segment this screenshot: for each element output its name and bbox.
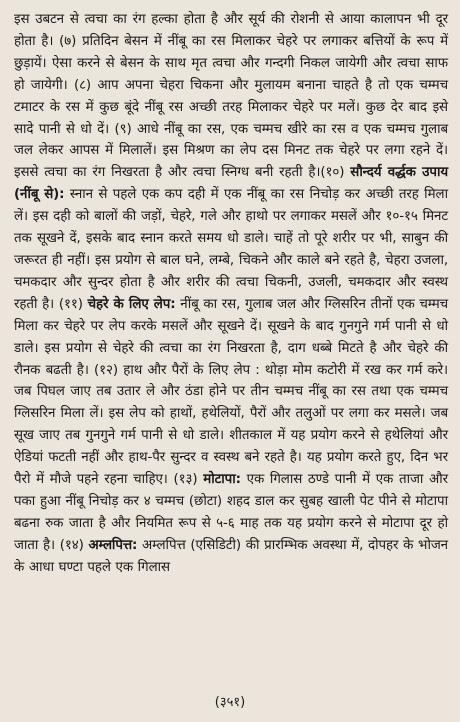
section-heading: मोटापा: — [203, 472, 241, 488]
section-heading: अम्लपित्त: — [88, 537, 138, 553]
section-heading: चेहरे के लिए लेप: — [87, 296, 176, 312]
text-run: स्नान से पहले एक कप दही में एक नींबू का रस निचोड़ कर अच्छी तरह मिला लें। इस दही को बालों की जड़ों, चेहरे, गले और हाथो पर लगाकर मसलें और १०-१५ मिनट तक सूखने दें, इसके बाद स्नान करते समय धो डाले। चाहें तो पूरे शरीर पर भी, साबुन की जरूरत ही नहीं। इस प्रयोग से बाल घने, लम्बे, चिकने और काले बने रहते है, चेहरा उजला, चमकदार और सुन्दर होता है और शरीर की त्वचा चिकनी, उजली, चमकदार और स्वस्थ रहती है। (११) — [14, 187, 448, 312]
text-run: एक गिलास ठण्डे पानी में एक ताजा और पका हुआ नींबू निचोड़ कर ४ चम्मच (छोटा) शहद डाल कर सुबह खाली पेट पीने से मोटापा बढना रुक जाता है और नियमित रूप से ५-६ माह तक यह प्रयोग करने से मोटापा दूर हो जाता है। (१४) — [14, 472, 448, 553]
text-run: नींबू का रस, गुलाब जल और ग्लिसरिन तीनों एक चम्मच मिला कर चेहरे पर लेप करके मसलें और सूखने दें। सूखने के बाद गुनगुने गर्म पानी से धो डाले। इस प्रयोग से चेहरे की त्वचा का रंग निखरता है, दाग धब्बे मिटते है और चेहरे की रौनक बढती है। (१२) हाथ और पैरों के लिए लेप : थोड़ा मोम कटोरी में रख कर गर्म करे। जब पिघल जाए तब उतार ले और ठंडा होने पर तीन चम्मच नींबू का रस तथा एक चम्मच ग्लिसरिन मिला लें। इस लेप को हाथों, हथेलियों, पैरों और तलुओं पर लगा कर मसले। जब सूख जाए तब गुनगुने गर्म पानी से धो डाले। शीतकाल में यह प्रयोग करने से हथेलियां और ऐडियां फटती नहीं और हाथ-पैर सुन्दर व स्वस्थ बने रहते है। यह प्रयोग करते हुए, दिन भर पैरो में मौजे पहने रहना चाहिए। (१३) — [14, 296, 448, 488]
section-heading: सौन्दर्य वर्द्धक उपाय (नींबू से): — [14, 165, 448, 203]
page-number: (३५१) — [214, 695, 246, 710]
body-paragraph — [14, 9, 448, 579]
text-run: अम्लपित्त (एसिडिटी) की प्रारम्भिक अवस्था में, दोपहर के भोजन के आधा घण्टा पहले एक गिलास — [14, 537, 448, 575]
text-run: इस उबटन से त्वचा का रंग हल्का होता है और सूर्य की रोशनी से आया कालापन भी दूर होता है। (७) प्रतिदिन बेसन में नींबू का रस मिलाकर चेहरे पर लगाकर बत्तियों के रूप में छुड़ायें। ऐसा करने से बेसन के साथ मृत त्वचा और गन्दगी निकल जायेगी और त्वचा साफ हो जायेगी। (८) आप अपना चेहरा चिकना और मुलायम बनाना चाहते है तो एक चम्मच टमाटर के रस में कुछ बूंदे नींबू रस अच्छी तरह मिलाकर चेहरे पर मलें। कुछ देर बाद इसे सादे पानी से धो दें। (९) आधे नींबू का रस, एक चम्मच खीरे का रस व एक चम्मच गुलाब जल लेकर आपस में मिलालें। इस मिश्रण का लेप दस मिनट तक चेहरे पर लगा रहने दें। इससे त्वचा का रंग निखरता है और त्वचा स्निग्ध बनी रहती है।(१०) — [14, 12, 448, 181]
